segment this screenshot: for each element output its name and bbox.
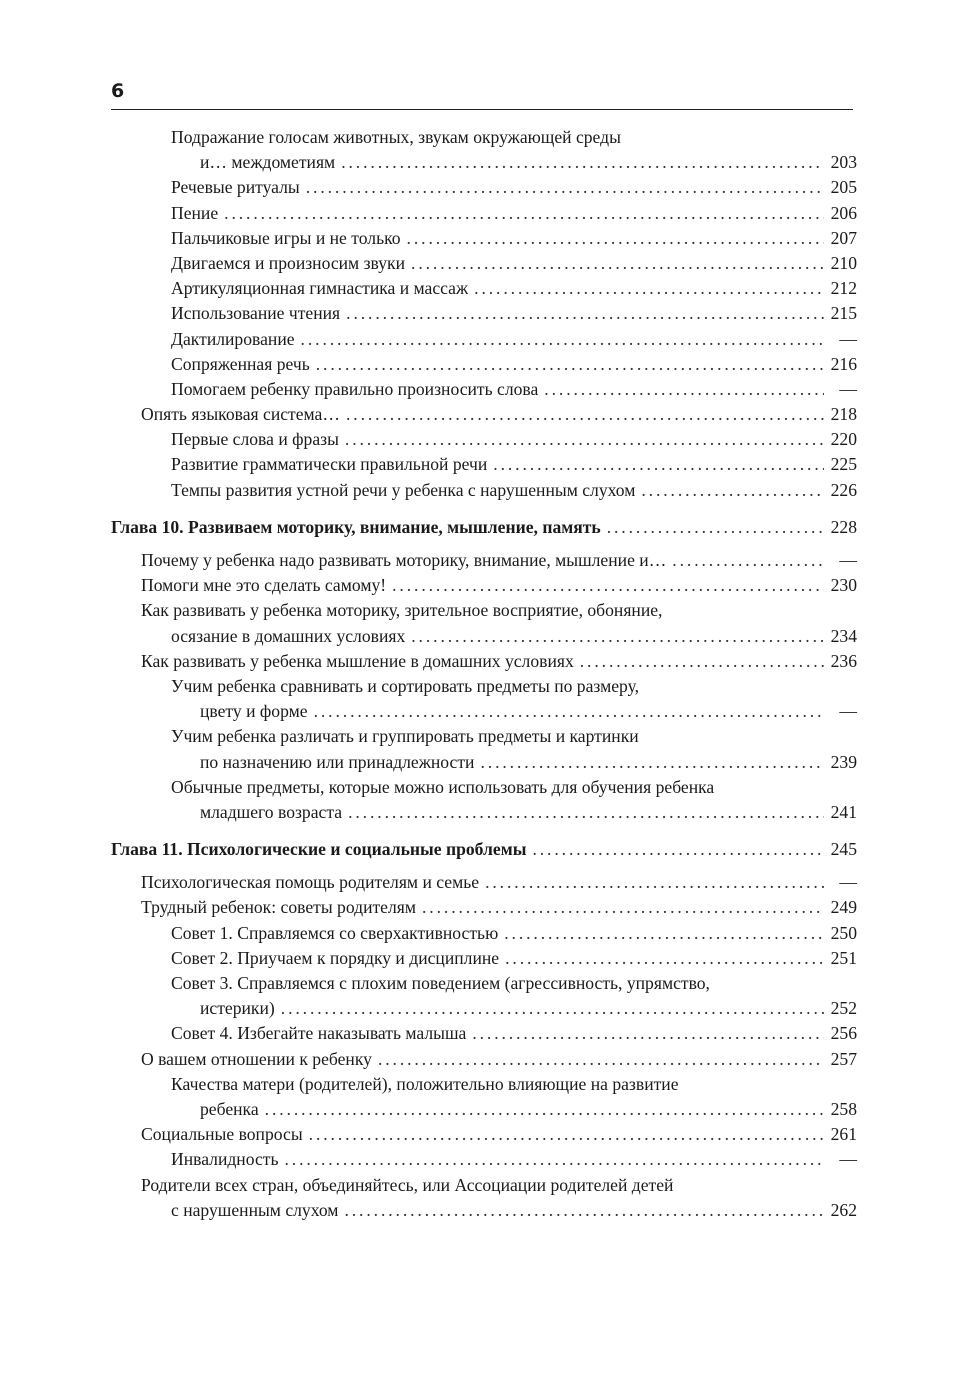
toc-entry[interactable] [111,548,857,573]
toc-entry-title: Артикуляционная гимнастика и массаж [171,278,469,299]
toc-page-number: 226 [830,479,857,500]
dot-leader [607,515,824,540]
dot-leader [532,837,824,862]
toc-page-number: 216 [830,353,857,374]
dot-leader [348,800,824,825]
toc-page-number: 225 [830,454,857,475]
toc-page-number: 215 [830,303,857,324]
toc-entry[interactable] [111,478,857,503]
toc-entry-title: Совет 3. Справляемся с плохим поведением (агрессивность, упрямство, [171,973,710,993]
toc-entry-continuation[interactable] [111,1198,857,1223]
toc-entry[interactable] [111,327,857,352]
toc-page-number: — [839,378,857,399]
toc-entry[interactable] [111,775,857,800]
toc-entry-title: Сопряженная речь [171,353,310,374]
toc-page-number: 236 [830,650,857,671]
toc-entry-continuation[interactable] [111,1097,857,1122]
toc-entry[interactable] [111,649,857,674]
toc-entry-title: Глава 11. Психологические и социальные проблемы [111,839,527,860]
toc-page-number: 206 [830,202,857,223]
dot-leader [316,352,824,377]
toc-entry-title: Дактилирование [171,328,295,349]
toc-page-number: — [839,328,857,349]
toc-page-number: 256 [830,1023,857,1044]
toc-entry[interactable] [111,175,857,200]
toc-entry[interactable] [111,377,857,402]
toc-entry-title: Совет 1. Справляемся со сверхактивностью [171,922,499,943]
dot-leader [485,870,824,895]
toc-entry-title: Родители всех стран, объединяйтесь, или Ассоциации родителей детей [141,1174,674,1195]
toc-entry-title: Как развивать у ребенка моторику, зрительное восприятие, обоняние, [141,600,663,621]
toc-entry[interactable] [111,1047,857,1072]
toc-page-number: — [839,550,857,570]
toc-entry[interactable] [111,971,857,996]
dot-leader [346,301,824,326]
toc-entry-title: Темпы развития устной речи у ребенка с нарушенным слухом [171,479,636,500]
dot-leader [411,251,824,276]
toc-entry[interactable] [111,251,857,276]
toc-entry[interactable] [111,125,857,150]
dot-leader [504,921,824,946]
header-rule [111,109,853,110]
toc-page-number: 212 [830,278,857,299]
dot-leader [472,1021,824,1046]
dot-leader [346,402,824,427]
toc-entry-title: Двигаемся и произносим звуки [171,252,406,273]
toc-entry[interactable] [111,598,857,623]
toc-entry-continuation[interactable] [111,996,857,1021]
toc-entry[interactable] [111,674,857,699]
toc-page-number: 234 [830,625,857,646]
toc-entry-title: цвету и форме [200,701,308,722]
toc-entry[interactable] [111,201,857,226]
toc-entry[interactable] [111,1147,857,1172]
toc-page-number: 241 [830,801,857,822]
toc-entry-continuation[interactable] [111,150,857,175]
dot-leader [505,946,824,971]
toc-page-number: 257 [830,1048,857,1069]
dot-leader [265,1097,824,1122]
dot-leader [284,1147,824,1172]
toc-entry-title: ребенка [200,1098,259,1119]
toc-page-number: 252 [830,998,857,1019]
toc-page-number: 262 [830,1199,857,1220]
dot-leader [407,226,824,251]
toc-page-number: 249 [830,897,857,918]
toc-page-number: — [839,872,857,893]
dot-leader [301,327,824,352]
toc-entry-title: истерики) [200,998,275,1019]
toc-entry[interactable] [111,402,857,427]
toc-entry-title: Совет 4. Избегайте наказывать малыша [171,1023,467,1044]
toc-page-number: 250 [830,922,857,943]
dot-leader [392,573,824,598]
dot-leader [344,1198,824,1223]
toc-entry-title: Учим ребенка различать и группировать предметы и картинки [171,726,639,747]
toc-page-number: — [839,1149,857,1170]
toc-entry-title: Психологическая помощь родителям и семье [141,872,480,893]
toc-entry[interactable] [111,427,857,452]
dot-leader [480,750,824,775]
dot-leader [493,452,824,477]
toc-entry[interactable] [111,946,857,971]
dot-leader [672,548,824,573]
toc-entry-title: с нарушенным слухом [171,1199,339,1220]
toc-entry[interactable] [111,1173,857,1198]
toc-entry[interactable] [111,573,857,598]
toc-entry[interactable] [111,301,857,326]
dot-leader [341,150,824,175]
toc-entry[interactable] [111,1122,857,1147]
toc-page-number: 258 [830,1098,857,1119]
toc-page-number: 239 [830,751,857,772]
toc-entry[interactable] [111,226,857,251]
toc-entry-title: Подражание голосам животных, звукам окружающей среды [171,127,621,147]
toc-entry-title: Учим ребенка сравнивать и сортировать предметы по размеру, [171,675,640,696]
toc-entry-title: Как развивать у ребенка мышление в домашних условиях [141,650,574,671]
toc-page-number: 261 [830,1124,857,1145]
toc-entry-title: Инвалидность [171,1149,279,1170]
toc-page-number: 218 [830,404,857,425]
toc-entry[interactable] [111,276,857,301]
toc-entry-continuation[interactable] [111,800,857,825]
dot-leader [580,649,824,674]
toc-entry-title: Помогаем ребенку правильно произносить слова [171,378,539,399]
toc-entry[interactable] [111,724,857,749]
toc-entry-title: Использование чтения [171,303,341,324]
toc-entry-title: Пение [171,202,219,223]
page-number: 6 [111,80,125,102]
toc-entry-title: Трудный ребенок: советы родителям [141,897,416,918]
toc-entry[interactable] [111,895,857,920]
dot-leader [544,377,824,402]
dot-leader [641,478,824,503]
toc-page-number: 228 [830,516,857,537]
toc-entry-title: Обычные предметы, которые можно использовать для обучения ребенка [171,776,715,797]
toc-page-number: 210 [830,252,857,273]
toc-entry-title: Опять языковая система… [141,404,340,425]
toc-page-number: 203 [830,152,857,173]
toc-page-number: 207 [830,227,857,248]
toc-entry-title: Совет 2. Приучаем к порядку и дисциплине [171,947,500,968]
dot-leader [378,1047,824,1072]
toc-entry-continuation[interactable] [111,624,857,649]
toc-entry-title: осязание в домашних условиях [171,625,406,646]
toc-entry-title: и… междометиям [200,152,336,173]
dot-leader [422,895,824,920]
toc-entry[interactable] [111,452,857,477]
toc-entry-title: Помоги мне это сделать самому! [141,575,387,596]
toc-chapter-heading[interactable] [111,837,857,862]
toc-entry-title: Развитие грамматически правильной речи [171,454,488,475]
toc-entry[interactable] [111,1021,857,1046]
dot-leader [224,201,824,226]
toc-page-number: — [839,701,857,722]
toc-page-number: 220 [830,429,857,450]
toc-entry-title: Социальные вопросы [141,1124,303,1145]
dot-leader [345,427,824,452]
toc-entry-title: по назначению или принадлежности [200,751,475,772]
toc-entry-title: Пальчиковые игры и не только [171,227,401,248]
toc-entry-title: Глава 10. Развиваем моторику, внимание, мышление, память [111,516,601,537]
toc-chapter-heading[interactable] [111,515,857,540]
dot-leader [474,276,824,301]
toc-entry-title: Почему у ребенка надо развивать моторику, внимание, мышление и… [141,550,667,570]
dot-leader [309,1122,824,1147]
toc-entry-title: Первые слова и фразы [171,429,339,450]
dot-leader [281,996,824,1021]
toc-entry[interactable] [111,1072,857,1097]
toc-entry-continuation[interactable] [111,750,857,775]
table-of-contents [111,125,857,1223]
toc-entry-continuation[interactable] [111,699,857,724]
toc-page-number: 245 [830,839,857,860]
toc-entry[interactable] [111,921,857,946]
dot-leader [411,624,824,649]
toc-entry-title: О вашем отношении к ребенку [141,1048,372,1069]
dot-leader [306,175,824,200]
toc-entry-title: Качества матери (родителей), положительно влияющие на развитие [171,1073,679,1094]
toc-entry[interactable] [111,870,857,895]
dot-leader [314,699,824,724]
toc-page-number: 251 [830,947,857,968]
toc-page-number: 205 [830,177,857,198]
toc-entry[interactable] [111,352,857,377]
toc-entry-title: Речевые ритуалы [171,177,300,198]
toc-entry-title: младшего возраста [200,801,343,822]
toc-page-number: 230 [830,575,857,596]
